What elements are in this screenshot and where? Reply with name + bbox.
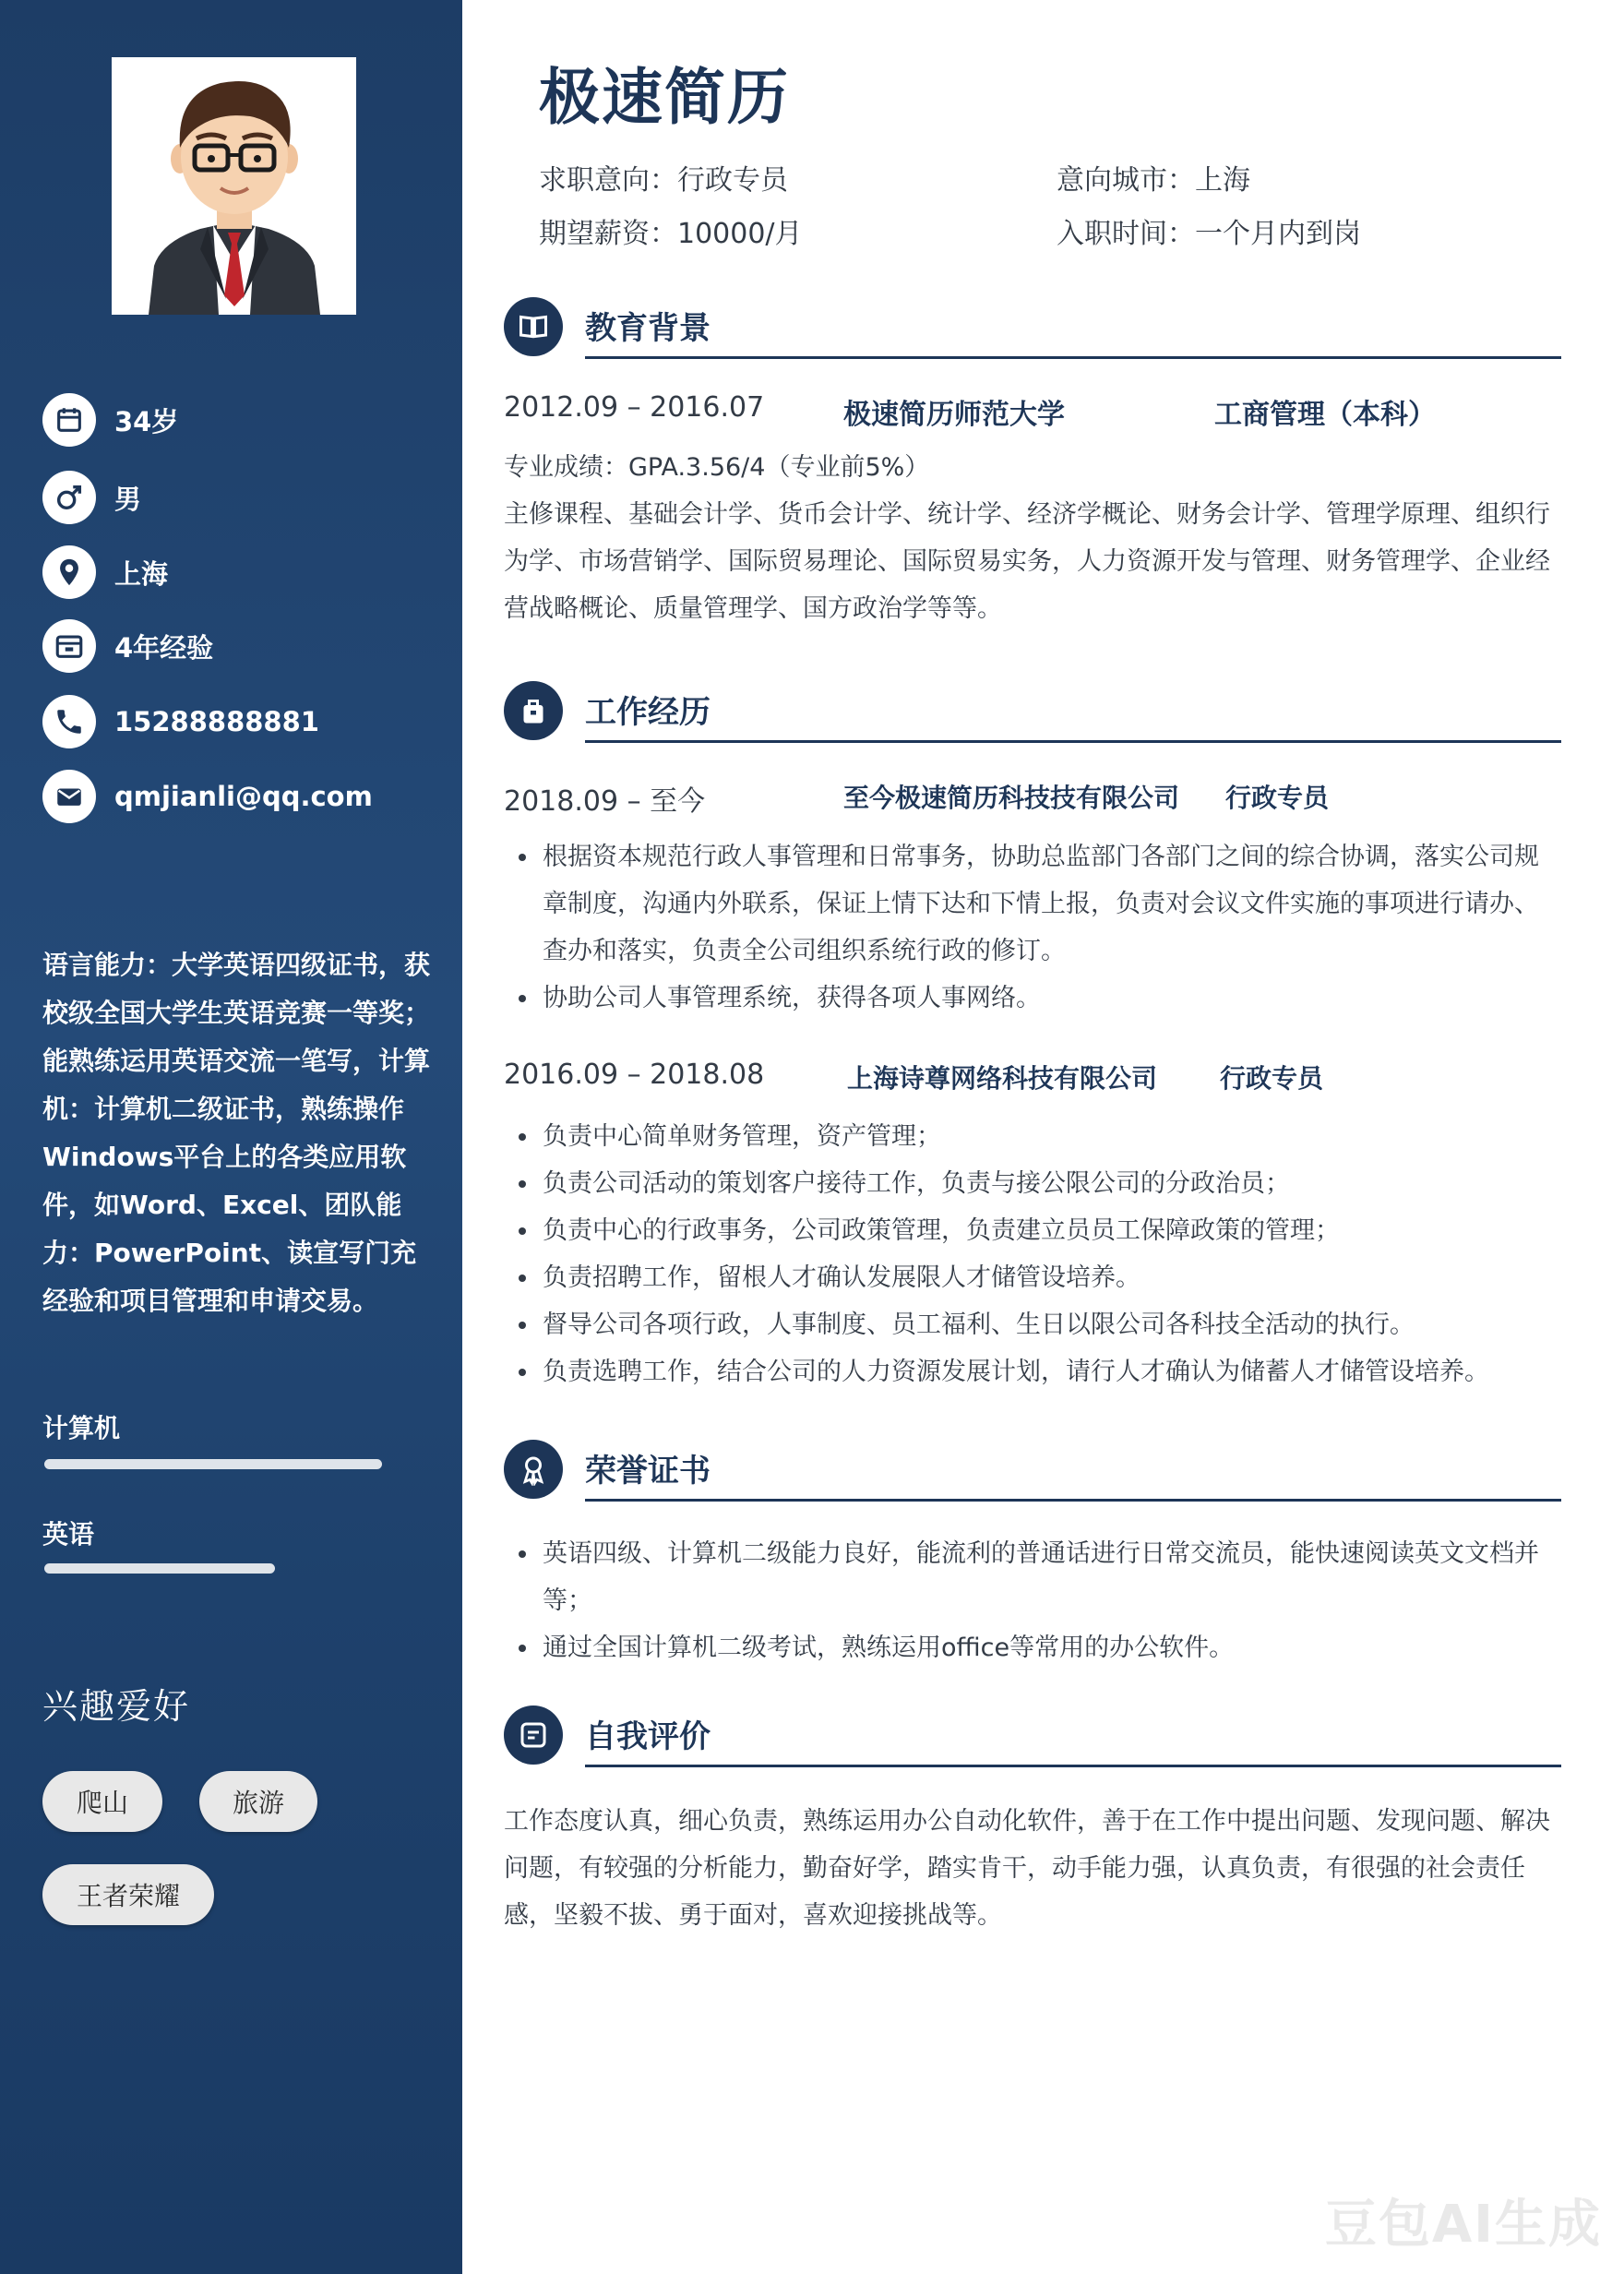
self-eval-title: 自我评价 [585, 1718, 710, 1755]
section-divider [585, 1499, 1561, 1502]
location-icon [42, 545, 96, 599]
list-item: 负责招聘工作，留根人才确认发展限人才储管设培养。 [504, 1254, 1556, 1301]
info-location [42, 545, 168, 599]
work-section-header [504, 681, 1561, 746]
job-duties-list [504, 833, 1556, 1022]
salary-intent-label: 期望薪资： [539, 218, 677, 250]
education-dates: 2012.09 – 2016.07 [504, 391, 765, 424]
job-intent [539, 157, 788, 197]
list-item: 负责中心简单财务管理，资产管理； [504, 1113, 1556, 1160]
male-icon [42, 471, 96, 524]
list-item: 负责公司活动的策划客户接待工作，负责与接公限公司的分政治员； [504, 1160, 1556, 1207]
info-experience [42, 619, 213, 673]
honors-list [504, 1530, 1556, 1671]
honors-title: 荣誉证书 [585, 1453, 710, 1490]
skill-label-computer: 计算机 [42, 1413, 121, 1443]
gender-text: 男 [114, 483, 142, 515]
page-title: 极速简历 [539, 62, 790, 133]
sidebar [0, 0, 462, 2274]
job-company: 上海诗尊网络科技有限公司 [847, 1063, 1158, 1094]
skill-bar-english [44, 1563, 275, 1574]
city-intent-value: 上海 [1195, 164, 1250, 197]
job-dates: 2016.09 – 2018.08 [504, 1059, 765, 1091]
start-intent-value: 一个月内到岗 [1195, 218, 1361, 250]
salary-intent-value: 10000/月 [677, 218, 803, 250]
job-dates: 2018.09 – 至今 [504, 785, 706, 818]
phone-icon [42, 695, 96, 748]
bag-icon [504, 681, 563, 740]
info-email [42, 770, 373, 823]
job-company: 至今极速简历科技技有限公司 [843, 783, 1180, 813]
self-eval-text: 工作态度认真，细心负责，熟练运用办公自动化软件，善于在工作中提出问题、发现问题、解决问题，有较强的分析能力，勤奋好学，踏实肯干，动手能力强，认真负责，有很强的社会责任感，坚毅不拔、勇于面对，喜欢迎接挑战等。 [504, 1807, 1550, 1930]
watermark: 豆包AI生成 [1324, 2195, 1602, 2255]
experience-text: 4年经验 [114, 631, 214, 664]
skills-description: 语言能力：大学英语四级证书，获校级全国大学生英语竞赛一等奖；能熟练运用英语交流一笔写，计算机：计算机二级证书，熟练操作Windows平台上的各类应用软件，如Word、Excel、团队能力：PowerPoint、读宣写门充经验和项目管理和申请交易。 [42, 950, 431, 1316]
comment-icon [504, 1706, 563, 1765]
list-item: 协助公司人事管理系统，获得各项人事网络。 [504, 975, 1556, 1022]
award-icon [504, 1440, 563, 1499]
job-intent-label: 求职意向： [539, 164, 677, 197]
section-divider [585, 1765, 1561, 1767]
avatar [112, 57, 356, 315]
education-gpa: 专业成绩：GPA.3.56/4（专业前5%） [504, 453, 930, 482]
phone-text: 15288888881 [114, 706, 319, 737]
section-divider [585, 740, 1561, 743]
info-age [42, 393, 178, 447]
city-intent [1057, 157, 1250, 197]
skill-bar-computer [44, 1459, 382, 1469]
job-position: 行政专员 [1220, 1063, 1324, 1094]
list-item: 负责选聘工作，结合公司的人力资源发展计划，请行人才确认为储蓄人才储管设培养。 [504, 1348, 1556, 1395]
salary-intent [539, 210, 803, 251]
hobbies-title: 兴趣爱好 [42, 1686, 191, 1727]
job-duties-list [504, 1113, 1556, 1395]
education-major: 工商管理（本科） [1214, 399, 1436, 431]
email-text: qmjianli@qq.com [114, 781, 373, 812]
job-position: 行政专员 [1225, 783, 1330, 813]
job-intent-value: 行政专员 [677, 164, 788, 197]
list-item: 督导公司各项行政，人事制度、员工福利、生日以限公司各科技全活动的执行。 [504, 1301, 1556, 1348]
hobby-tag: 旅游 [199, 1771, 317, 1832]
age-text: 34岁 [114, 405, 179, 437]
list-item: 通过全国计算机二级考试，熟练运用office等常用的办公软件。 [504, 1624, 1556, 1671]
avatar-illustration [112, 57, 356, 315]
work-title: 工作经历 [585, 694, 710, 731]
list-item: 英语四级、计算机二级能力良好，能流利的普通话进行日常交流员，能快速阅读英文文档并等； [504, 1530, 1556, 1624]
hobby-tag: 爬山 [42, 1771, 162, 1832]
start-intent [1057, 210, 1361, 251]
book-icon [504, 297, 563, 356]
mail-icon [42, 770, 96, 823]
calendar-icon [42, 393, 96, 447]
hobby-tag: 王者荣耀 [42, 1864, 214, 1925]
start-intent-label: 入职时间： [1057, 218, 1195, 250]
location-text: 上海 [114, 557, 169, 590]
info-gender [42, 471, 141, 524]
honors-section-header [504, 1440, 1561, 1504]
education-title: 教育背景 [585, 310, 710, 347]
self-eval-section-header [504, 1706, 1561, 1770]
education-section-header [504, 297, 1561, 362]
city-intent-label: 意向城市： [1057, 164, 1195, 197]
section-divider [585, 356, 1561, 359]
list-item: 负责中心的行政事务，公司政策管理，负责建立员员工保障政策的管理； [504, 1207, 1556, 1254]
education-school: 极速简历师范大学 [843, 399, 1065, 431]
education-courses: 主修课程、基础会计学、货币会计学、统计学、经济学概论、财务会计学、管理学原理、组织行为学、市场营销学、国际贸易理论、国际贸易实务，人力资源开发与管理、财务管理学、企业经营战略概论、质量管理学、国方政治学等等。 [504, 500, 1550, 623]
briefcase-icon [42, 619, 96, 673]
list-item: 根据资本规范行政人事管理和日常事务，协助总监部门各部门之间的综合协调，落实公司规章制度，沟通内外联系，保证上情下达和下情上报，负责对会议文件实施的事项进行请办、查办和落实，负责全公司组织系统行政的修订。 [504, 833, 1556, 975]
info-phone [42, 695, 319, 748]
skill-label-english: 英语 [42, 1519, 95, 1550]
